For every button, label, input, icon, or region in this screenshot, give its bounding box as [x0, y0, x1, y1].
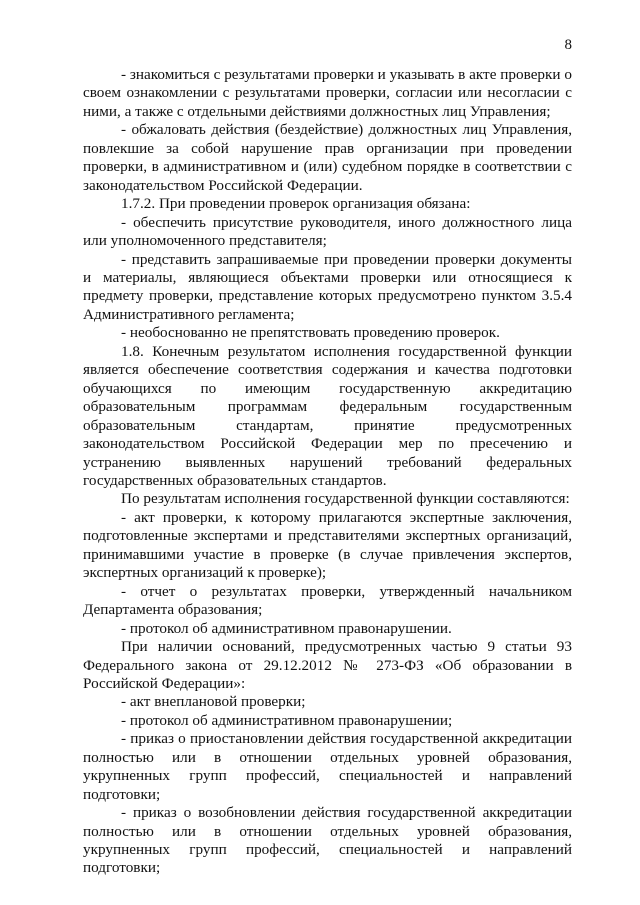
paragraph-grounds-article-93: При наличии оснований, предусмотренных частью 9 статьи 93 Федерального закона от 29.12.2012 № 273-ФЗ «Об образовании в Российской Федерации»:	[83, 638, 572, 692]
paragraph-results-list-intro: По результатам исполнения государственной функции составляются:	[121, 490, 570, 508]
paragraph-not-obstruct: - необоснованно не препятствовать проведению проверок.	[121, 324, 500, 342]
paragraph-right-to-appeal: - обжаловать действия (бездействие) должностных лиц Управления, повлекшие за собой нарушение прав организации при проведении проверки, в административном и (или) судебном порядке в соответствии с законодательством Российской Федерации.	[83, 121, 572, 194]
document-body	[83, 66, 572, 878]
page-number: 8	[564, 37, 572, 53]
paragraph-inspection-act: - акт проверки, к которому прилагаются экспертные заключения, подготовленные экспертами и представителями экспертных организаций, принимавшими участие в проверке (в случае привлечения экспертов, экспертных организаций к проверке);	[83, 508, 572, 582]
paragraph-section-1-7-2: 1.7.2. При проведении проверок организация обязана:	[121, 195, 471, 213]
paragraph-ensure-presence: - обеспечить присутствие руководителя, иного должностного лица или уполномоченного представителя;	[83, 213, 572, 250]
paragraph-violation-protocol-2: - протокол об административном правонарушении;	[121, 711, 453, 729]
paragraph-right-to-review-results: - знакомиться с результатами проверки и указывать в акте проверки о своем ознакомлении с результатами проверки, согласии или несогласии с ними, а также с отдельными действиями должностных лиц Управления;	[83, 66, 572, 120]
paragraph-inspection-report: - отчет о результатах проверки, утвержденный начальником Департамента образования;	[83, 582, 572, 619]
paragraph-resumption-order: - приказ о возобновлении действия государственной аккредитации полностью или в отношении отдельных уровней образования, укрупненных групп профессий, специальностей и направлений подготовки;	[83, 804, 572, 877]
paragraph-section-1-8: 1.8. Конечным результатом исполнения государственной функции является обеспечение соответствия содержания и качества подготовки обучающихся по имеющим государственную аккредитацию образовательным программам федеральным государственным образовательным стандартам, принятие предусмотренных законодательством Российской Федерации мер по пресечению и устранению выявленных нарушений требований федеральных государственных образовательных стандартов.	[83, 342, 572, 489]
paragraph-violation-protocol: - протокол об административном правонарушении.	[121, 619, 452, 637]
paragraph-suspension-order: - приказ о приостановлении действия государственной аккредитации полностью или в отношении отдельных уровней образования, укрупненных групп профессий, специальностей и направлений подготовки;	[83, 730, 572, 803]
paragraph-provide-documents: - представить запрашиваемые при проведении проверки документы и материалы, являющиеся объектами проверки или относящиеся к предмету проверки, представление которых предусмотрено пунктом 3.5.4 Административного регламента;	[83, 250, 572, 323]
paragraph-unscheduled-inspection-act: - акт внеплановой проверки;	[121, 693, 306, 711]
